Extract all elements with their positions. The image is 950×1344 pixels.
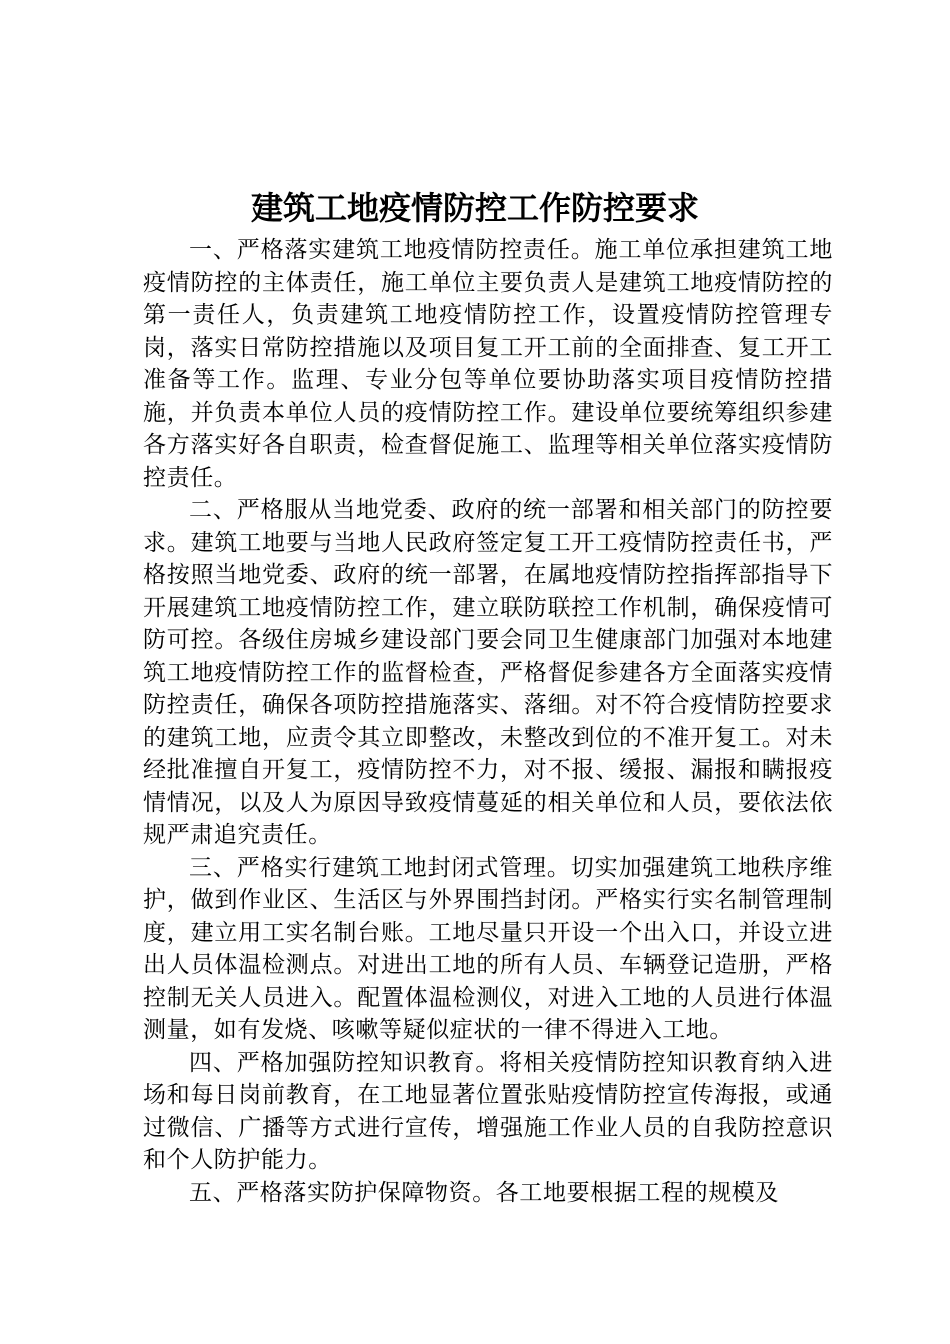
document-title: 建筑工地疫情防控工作防控要求	[250, 189, 699, 227]
paragraph-3: 三、严格实行建筑工地封闭式管理。切实加强建筑工地秩序维护，做到作业区、生活区与外界围挡封闭。严格实行实名制管理制度，建立用工实名制台账。工地尽量只开设一个出入口，并设立进出人员体温检测点。对进出工地的所有人员、车辆登记造册，严格控制无关人员进入。配置体温检测仪，对进入工地的人员进行体温测量，如有发烧、咳嗽等疑似症状的一律不得进入工地。	[143, 854, 833, 1043]
paragraph-4: 四、严格加强防控知识教育。将相关疫情防控知识教育纳入进场和每日岗前教育，在工地显著位置张贴疫情防控宣传海报，或通过微信、广播等方式进行宣传，增强施工作业人员的自我防控意识和个人防护能力。	[143, 1049, 833, 1173]
document-body	[143, 234, 833, 1209]
paragraph-5: 五、严格落实防护保障物资。各工地要根据工程的规模及	[189, 1179, 779, 1206]
paragraph-2: 二、严格服从当地党委、政府的统一部署和相关部门的防控要求。建筑工地要与当地人民政府签定复工开工疫情防控责任书，严格按照当地党委、政府的统一部署，在属地疫情防控指挥部指导下开展建筑工地疫情防控工作，建立联防联控工作机制，确保疫情可防可控。各级住房城乡建设部门要会同卫生健康部门加强对本地建筑工地疫情防控工作的监督检查，严格督促参建各方全面落实疫情防控责任，确保各项防控措施落实、落细。对不符合疫情防控要求的建筑工地，应责令其立即整改，未整改到位的不准开复工。对未经批准擅自开复工，疫情防控不力，对不报、缓报、漏报和瞒报疫情情况，以及人为原因导致疫情蔓延的相关单位和人员，要依法依规严肃追究责任。	[143, 497, 833, 848]
paragraph-1: 一、严格落实建筑工地疫情防控责任。施工单位承担建筑工地疫情防控的主体责任，施工单位主要负责人是建筑工地疫情防控的第一责任人，负责建筑工地疫情防控工作，设置疫情防控管理专岗，落实日常防控措施以及项目复工开工前的全面排查、复工开工准备等工作。监理、专业分包等单位要协助落实项目疫情防控措施，并负责本单位人员的疫情防控工作。建设单位要统筹组织参建各方落实好各自职责，检查督促施工、监理等相关单位落实疫情防控责任。	[143, 237, 833, 491]
